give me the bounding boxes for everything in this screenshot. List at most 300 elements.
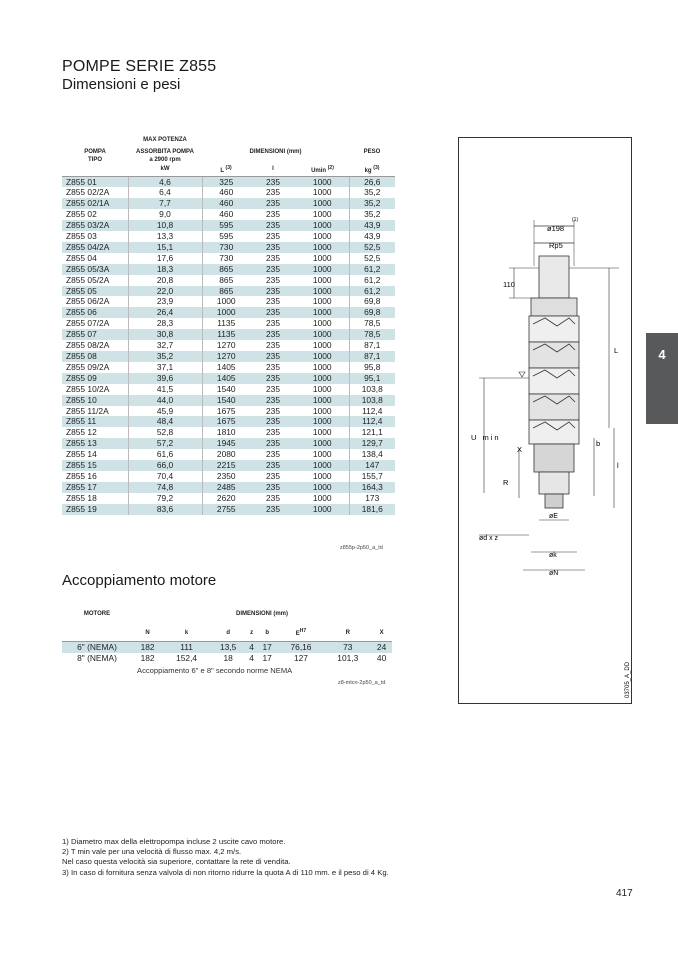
table-cell: Z855 06/2A	[66, 296, 110, 307]
table-cell: 1000	[296, 438, 349, 449]
coupling-header-col: z	[246, 625, 256, 641]
table-cell: Z855 09	[62, 373, 128, 384]
pump-dimension-drawing	[458, 137, 632, 704]
table-cell: 235	[250, 460, 296, 471]
table-cell: 61,6	[128, 449, 202, 460]
table-cell: 4,6	[128, 176, 202, 187]
header-kg: kg	[364, 167, 372, 174]
water-level-icon	[519, 372, 525, 377]
table-cell: 235	[266, 470, 280, 481]
coupling-table	[62, 603, 392, 664]
table-cell: 103,8	[349, 395, 395, 406]
table-cell: 37,1	[128, 362, 202, 373]
table-cell: Z855 11	[62, 416, 128, 427]
table-cell: 35,2	[128, 351, 202, 362]
header-pompa: POMPA	[84, 149, 106, 155]
table-cell: Z855 02/1A	[62, 198, 128, 209]
table-cell: 4	[249, 652, 254, 663]
table-cell: 95,8	[349, 362, 395, 373]
table-cell: 1000	[296, 482, 349, 493]
table-cell: 1000	[296, 504, 349, 515]
table-cell: Z855 10/2A	[66, 383, 110, 394]
shaft-flange	[545, 494, 563, 508]
label-d198: ø198	[547, 224, 565, 233]
table-row	[62, 286, 395, 297]
table-cell: 1000	[296, 242, 349, 253]
table-cell: 1270	[202, 351, 250, 362]
table-cell: Z855 10	[62, 395, 128, 406]
table-cell: Z855 16	[66, 470, 97, 481]
table-cell: 24	[371, 641, 392, 653]
table-cell: Z855 05/3A	[62, 264, 128, 275]
table-cell: 41,5	[128, 384, 202, 395]
table-cell: 9,0	[128, 209, 202, 220]
table-cell: 1000	[312, 383, 332, 394]
table-cell: 69,8	[349, 307, 395, 318]
table-cell: 17,6	[128, 253, 202, 264]
table-cell: 18	[223, 652, 233, 663]
header-L: L	[220, 167, 224, 174]
pump-dimensions-table	[62, 133, 395, 515]
motor-coupling	[539, 472, 569, 494]
table-cell: 78,5	[349, 329, 395, 340]
table-cell: 18,3	[128, 264, 202, 275]
table-cell: Z855 13	[62, 438, 128, 449]
table-cell: Z855 07/2A	[66, 318, 110, 329]
table-cell: 1540	[202, 395, 250, 406]
label-rp5: Rp5	[549, 241, 563, 250]
table-cell: 182	[140, 652, 155, 663]
table-cell: 78,5	[349, 318, 395, 329]
table-cell: 83,6	[128, 504, 202, 515]
table-cell: 20,8	[128, 275, 202, 286]
footnote-2: 2) T min vale per una velocità di flusso max. 4,2 m/s.	[62, 847, 242, 857]
table-cell: 1000	[202, 296, 250, 307]
table-cell: Z855 18	[66, 492, 97, 503]
table-cell: 1675	[202, 406, 250, 417]
footnote-2b: Nel caso questa velocità sia superiore, contattare la rete di vendita.	[62, 857, 291, 867]
table-cell: 235	[250, 395, 296, 406]
table-row	[62, 329, 395, 340]
table-cell: 235	[250, 329, 296, 340]
table-cell: Z855 04/2A	[62, 242, 128, 253]
footnote-3: 3) In caso di fornitura senza valvola di non ritorno ridurre la quota A di 110 mm. e il peso di 4 Kg.	[62, 867, 389, 877]
table-cell: 1000	[312, 318, 332, 329]
table-cell: 40	[376, 652, 387, 663]
table-row	[62, 504, 395, 515]
table-cell: 129,7	[349, 438, 395, 449]
table-cell: 101,3	[337, 652, 359, 663]
table-cell: 1000	[296, 416, 349, 427]
table-cell: 1000	[312, 427, 332, 438]
label-dE: øE	[549, 513, 558, 520]
table-cell: 13,3	[128, 231, 202, 242]
table-row	[62, 373, 395, 384]
table-cell: 2215	[202, 460, 250, 471]
table-cell: 235	[266, 318, 280, 329]
table-cell: 1405	[202, 362, 250, 373]
table-cell: 1000	[296, 307, 349, 318]
table-cell: 6" (NEMA)	[62, 641, 132, 653]
table-cell: 44,0	[128, 395, 202, 406]
table-cell: 73	[324, 641, 371, 653]
header-kg-sup: (3)	[373, 164, 380, 171]
page-number: 417	[616, 888, 633, 899]
table-cell: 30,8	[128, 329, 202, 340]
table-cell: 2755	[202, 504, 250, 515]
table-cell: 730	[202, 242, 250, 253]
table-cell: 1000	[312, 449, 332, 460]
table-row	[62, 395, 395, 406]
table-cell: Z855 12	[66, 427, 97, 438]
header-dimensioni: DIMENSIONI (mm)	[249, 149, 302, 155]
table-cell: 112,4	[349, 416, 395, 427]
table-cell: 1000	[202, 307, 250, 318]
table-cell: 325	[202, 176, 250, 187]
table-cell: Z855 03	[66, 231, 97, 242]
label-drawing-code: 03705_A_DD	[625, 661, 631, 698]
table-cell: 87,1	[349, 351, 395, 362]
table-cell: 235	[250, 176, 296, 187]
page-title: POMPE SERIE Z855	[62, 58, 217, 75]
coupling-header-col: d	[210, 625, 246, 641]
table-cell: 87,1	[349, 340, 395, 351]
table-cell: 152,4	[176, 652, 198, 663]
table-cell: 10,8	[128, 220, 202, 231]
table-cell: Z855 02	[66, 209, 97, 220]
table-cell: Z855 15	[62, 460, 128, 471]
table-row	[62, 460, 395, 471]
table-cell: 111	[163, 641, 210, 653]
pump-stages	[529, 316, 579, 444]
table-cell: 1540	[202, 384, 250, 395]
table-row	[62, 296, 395, 307]
table-cell: Z855 19	[62, 504, 128, 515]
suction-strainer	[534, 444, 574, 472]
table-cell: 52,8	[128, 427, 202, 438]
table-cell: 2485	[202, 482, 250, 493]
table-cell: 1270	[202, 340, 250, 351]
table-cell: 23,9	[128, 296, 202, 307]
table-cell: 1000	[296, 329, 349, 340]
table-cell: Z855 17	[62, 482, 128, 493]
table-cell: 2620	[202, 493, 250, 504]
header-umin: Umin	[311, 167, 327, 174]
table-cell: 1000	[312, 361, 332, 372]
header-l: l	[250, 164, 296, 176]
table-cell: 13,5	[210, 641, 246, 653]
table-row	[62, 406, 395, 417]
table-cell: 35,2	[349, 187, 395, 198]
table-row	[62, 482, 395, 493]
coupling-header-col: $E^{H7}$	[278, 625, 325, 641]
table-cell: 17	[257, 641, 278, 653]
table-cell: Z855 04	[66, 252, 97, 263]
table-cell: 147	[349, 460, 395, 471]
table-cell: 235	[266, 296, 280, 307]
table-cell: 1000	[296, 373, 349, 384]
table-cell: 235	[250, 438, 296, 449]
coupling-note: Accoppiamento 6" e 8" secondo norme NEMA	[137, 666, 293, 675]
table-cell: 1000	[312, 209, 332, 220]
header-motore: MOTORE	[83, 611, 111, 617]
table-cell: Z855 09/2A	[66, 361, 110, 372]
header-kw: kW	[128, 164, 202, 176]
table-cell: 235	[250, 373, 296, 384]
table-row	[62, 253, 395, 264]
table-row	[62, 653, 392, 664]
page-subtitle: Dimensioni e pesi	[62, 76, 181, 93]
label-dxz: ød x z	[479, 535, 499, 542]
table-cell: 1000	[312, 470, 332, 481]
table-cell: Z855 03/2A	[62, 220, 128, 231]
table-cell: Z855 02/2A	[66, 187, 110, 198]
table-cell: 74,8	[128, 482, 202, 493]
table-cell: 1135	[202, 318, 250, 329]
table-row	[62, 209, 395, 220]
table-cell: 1000	[312, 274, 332, 285]
table-cell: 235	[250, 286, 296, 297]
table-cell: 8" (NEMA)	[77, 652, 117, 663]
table-cell: 1000	[296, 351, 349, 362]
table-cell: 61,2	[349, 264, 395, 275]
coupling-table-body	[62, 641, 392, 664]
table-cell: 1000	[296, 395, 349, 406]
table-row	[62, 384, 395, 395]
table-row	[62, 449, 395, 460]
table-cell: 1000	[312, 231, 332, 242]
table-cell: 155,7	[349, 471, 395, 482]
table-cell: 182	[132, 641, 163, 653]
table-cell: 127	[293, 652, 308, 663]
table-cell: 45,9	[128, 406, 202, 417]
table-cell: 39,6	[128, 373, 202, 384]
coupling-header-col: k	[163, 625, 210, 641]
table-cell: 235	[266, 274, 280, 285]
table-cell: 1135	[202, 329, 250, 340]
table-cell: 595	[202, 220, 250, 231]
table-cell: 28,3	[128, 318, 202, 329]
table-cell: 138,4	[349, 449, 395, 460]
table-row	[62, 176, 395, 187]
table-cell: Z855 08/2A	[66, 340, 110, 351]
table-cell: Z855 07	[62, 329, 128, 340]
table-row	[62, 264, 395, 275]
table-cell: Z855 06	[62, 307, 128, 318]
table-cell: 22,0	[128, 286, 202, 297]
table-cell: 4	[246, 641, 256, 653]
table-row	[62, 307, 395, 318]
table-cell: 235	[266, 340, 280, 351]
table-cell: 164,3	[349, 482, 395, 493]
coupling-header-col: R	[324, 625, 371, 641]
coupling-header-col: X	[371, 625, 392, 641]
table-cell: 235	[266, 383, 280, 394]
table-cell: 235	[250, 198, 296, 209]
table-cell: 235	[266, 492, 280, 503]
table-cell: 1405	[202, 373, 250, 384]
table-cell: 1000	[312, 405, 332, 416]
table-row	[62, 427, 395, 438]
table-cell: 730	[202, 253, 250, 264]
table-cell: 48,4	[128, 416, 202, 427]
footnotes	[62, 837, 389, 878]
label-dk: øk	[549, 552, 557, 559]
header-coupling-dimensioni: DIMENSIONI (mm)	[235, 611, 288, 617]
header-L-sup: (3)	[225, 164, 232, 171]
table-cell: 235	[250, 264, 296, 275]
table-cell: Z855 05	[62, 286, 128, 297]
table-cell: 1000	[312, 187, 332, 198]
pump-table-body	[62, 176, 395, 515]
footnote-1: 1) Diametro max della elettropompa incluse 2 uscite cavo motore.	[62, 837, 286, 846]
header-peso: PESO	[363, 149, 381, 155]
label-sup1: (1)	[572, 217, 579, 223]
table-cell: 460	[202, 187, 250, 198]
pump-table-ref: z855p-2p50_a_td	[340, 545, 383, 551]
table-cell: 1000	[312, 252, 332, 263]
table-cell: 235	[250, 482, 296, 493]
chapter-tab-label: 4	[658, 347, 666, 362]
table-cell: 15,1	[128, 242, 202, 253]
table-row	[62, 351, 395, 362]
table-cell: 235	[266, 252, 280, 263]
table-cell: 1000	[296, 264, 349, 275]
discharge-head	[539, 256, 569, 298]
table-cell: 57,2	[128, 438, 202, 449]
table-cell: 235	[266, 427, 280, 438]
label-b: b	[596, 439, 601, 448]
table-cell: 235	[266, 449, 280, 460]
table-cell: 235	[266, 231, 280, 242]
header-max-potenza-1: MAX POTENZA	[143, 137, 187, 144]
table-cell: 1810	[202, 427, 250, 438]
pump-drawing-svg	[459, 138, 633, 705]
table-row	[62, 340, 395, 351]
table-cell: 1945	[202, 438, 250, 449]
label-L: L	[614, 346, 619, 355]
chapter-tab	[646, 333, 678, 424]
table-cell: 95,1	[349, 373, 395, 384]
table-cell: 52,5	[349, 242, 395, 253]
table-cell: 1000	[296, 460, 349, 471]
table-cell: 43,9	[349, 220, 395, 231]
table-cell: 235	[266, 209, 280, 220]
table-cell: 17	[262, 652, 272, 663]
table-cell: 173	[349, 493, 395, 504]
table-row	[62, 362, 395, 373]
table-row	[62, 198, 395, 209]
table-cell: 1000	[296, 220, 349, 231]
coupling-title: Accoppiamento motore	[62, 572, 217, 589]
table-cell: 121,1	[349, 427, 395, 438]
table-cell: 235	[250, 351, 296, 362]
table-cell: 235	[250, 416, 296, 427]
table-cell: 79,2	[128, 493, 202, 504]
table-cell: 26,4	[128, 307, 202, 318]
table-row	[62, 220, 395, 231]
table-cell: 103,8	[349, 384, 395, 395]
table-cell: 235	[266, 187, 280, 198]
table-cell: Z855 01	[62, 176, 128, 187]
table-cell: 43,9	[349, 231, 395, 242]
table-cell: 69,8	[349, 296, 395, 307]
label-dN: øN	[549, 570, 559, 577]
table-cell: 235	[250, 307, 296, 318]
header-umin-sup: (2)	[327, 164, 334, 171]
label-l: l	[617, 461, 619, 470]
table-cell: 35,2	[349, 209, 395, 220]
table-row	[62, 275, 395, 286]
table-row	[62, 318, 395, 329]
table-row	[62, 493, 395, 504]
table-cell: 112,4	[349, 406, 395, 417]
table-cell: 1000	[296, 286, 349, 297]
table-cell: Z855 08	[62, 351, 128, 362]
table-cell: 235	[266, 361, 280, 372]
header-tipo: TIPO	[87, 156, 102, 163]
table-cell: 1000	[312, 492, 332, 503]
table-cell: Z855 14	[66, 449, 97, 460]
label-X: X	[517, 445, 523, 454]
table-cell: 460	[202, 209, 250, 220]
table-cell: 865	[202, 286, 250, 297]
label-110: 110	[503, 280, 515, 289]
coupling-table-ref: z8-mtcn-2p50_a_td	[338, 680, 386, 686]
table-row	[62, 641, 392, 653]
table-cell: 70,4	[128, 471, 202, 482]
table-cell: 595	[202, 231, 250, 242]
table-cell: 2350	[202, 471, 250, 482]
label-R: R	[503, 478, 509, 487]
table-cell: 235	[266, 405, 280, 416]
table-cell: 1000	[312, 296, 332, 307]
table-cell: 460	[202, 198, 250, 209]
table-row	[62, 438, 395, 449]
table-cell: Z855 11/2A	[66, 405, 109, 416]
table-cell: 61,2	[349, 286, 395, 297]
coupling-header-col: N	[132, 625, 163, 641]
table-cell: 1000	[296, 198, 349, 209]
table-cell: 6,4	[128, 187, 202, 198]
table-cell: 235	[250, 220, 296, 231]
table-cell: 1000	[312, 340, 332, 351]
table-cell: Z855 05/2A	[66, 274, 110, 285]
table-row	[62, 242, 395, 253]
table-row	[62, 187, 395, 198]
coupling-header-col: b	[257, 625, 278, 641]
table-cell: 35,2	[349, 198, 395, 209]
table-cell: 52,5	[349, 253, 395, 264]
header-max-potenza-3: a 2900 rpm	[149, 156, 181, 163]
header-max-potenza-2: ASSORBITA POMPA	[136, 149, 194, 155]
label-umin: U min	[471, 433, 501, 442]
table-cell: 76,16	[278, 641, 325, 653]
table-cell: 2080	[202, 449, 250, 460]
table-cell: 865	[202, 264, 250, 275]
table-row	[62, 471, 395, 482]
table-cell: 61,2	[349, 275, 395, 286]
table-cell: 1675	[202, 416, 250, 427]
table-cell: 865	[202, 275, 250, 286]
table-cell: 66,0	[128, 460, 202, 471]
table-cell: 235	[250, 242, 296, 253]
valve-body	[531, 298, 577, 316]
table-cell: 235	[250, 504, 296, 515]
table-cell: 7,7	[128, 198, 202, 209]
table-row	[62, 416, 395, 427]
table-row	[62, 231, 395, 242]
